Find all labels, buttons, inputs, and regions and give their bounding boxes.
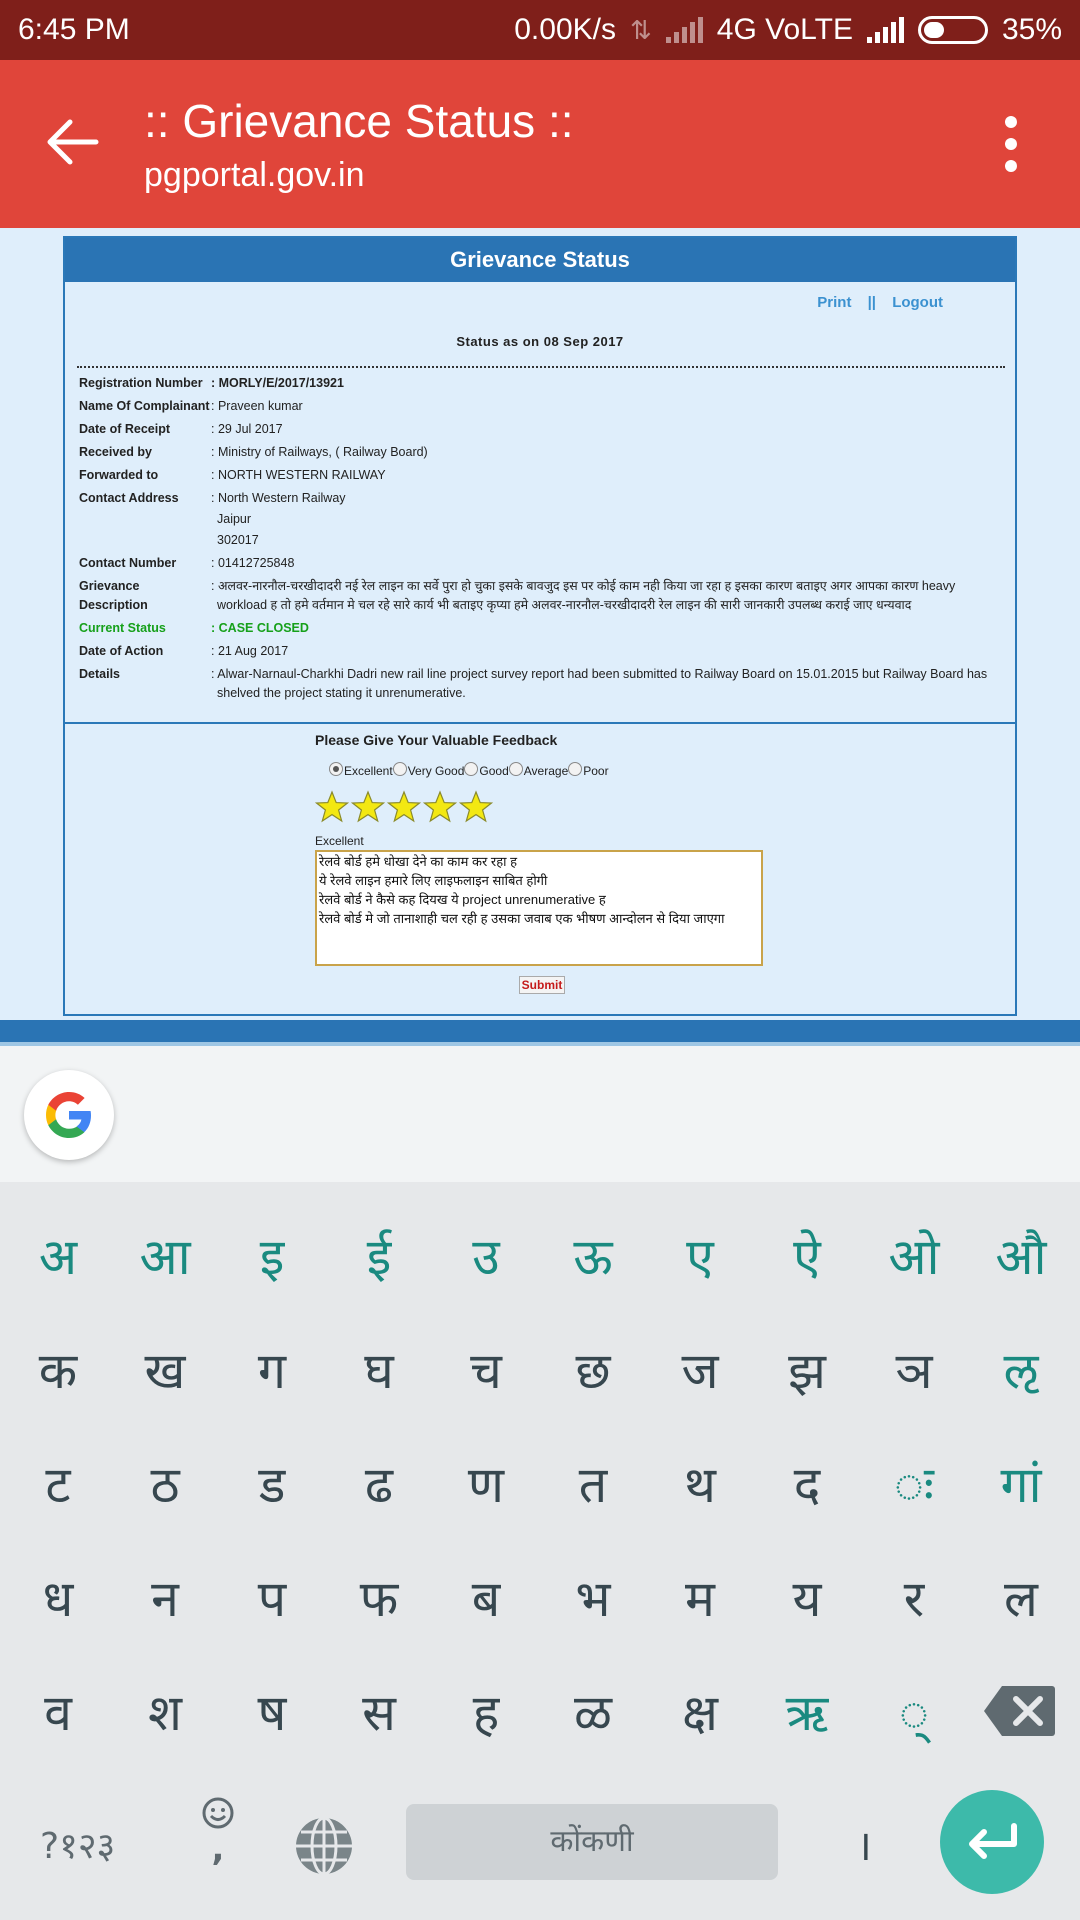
key[interactable]: प [257,1570,287,1628]
address-line: Jaipur [217,512,252,526]
key[interactable]: ए [686,1228,714,1286]
detail-label: Date of Action [79,644,164,658]
key[interactable]: ठ [150,1456,180,1514]
footer-bar [0,1020,1080,1042]
key[interactable]: ब [471,1570,501,1628]
detail-value [211,441,1005,464]
net-speed: 0.00K/s [514,13,616,46]
key[interactable]: झ [788,1342,826,1400]
detail-row [79,487,1005,552]
detail-value-text: : MORLY/E/2017/13921 [211,376,344,390]
textarea-line: रेलवे बोर्ड हमे धोखा देने का काम कर रहा ह [319,854,518,869]
key[interactable]: द [793,1456,821,1514]
detail-row [79,372,1005,395]
network-type: 4G VoLTE [716,13,853,46]
radio-button[interactable] [393,762,407,776]
key[interactable]: उ [472,1228,500,1286]
key[interactable]: च [470,1342,502,1400]
link-separator: || [867,294,877,311]
status-time: 6:45 PM [18,13,130,46]
overflow-menu-icon[interactable] [1000,116,1022,172]
detail-value [211,663,1005,705]
google-search-button[interactable] [24,1070,114,1160]
signal-weak-icon [666,17,703,43]
radio-button[interactable] [329,762,343,776]
print-link[interactable]: Print [817,294,852,311]
star-icon[interactable] [351,790,385,824]
key[interactable]: ऌ [1003,1342,1039,1400]
key[interactable]: ऊ [573,1228,613,1286]
detail-value [211,575,1005,617]
detail-value [211,464,1005,487]
rating-option[interactable] [509,762,568,778]
rating-option[interactable] [464,762,508,778]
star-rating-label: Excellent [315,834,364,848]
rating-options [329,762,815,778]
key[interactable]: घ [364,1342,394,1400]
detail-row [79,395,1005,418]
rating-option[interactable] [568,762,608,778]
signal-strong-icon [867,17,904,43]
address-line: 302017 [217,533,259,547]
textarea-line: रेलवे बोर्ड ने कैसे कह दियख ये project unrenumerative ह [319,892,606,907]
web-content [0,228,1080,1046]
key[interactable]: ढ [364,1456,394,1514]
battery-percent: 35% [1001,13,1062,46]
detail-row [79,663,1005,705]
key[interactable]: क [38,1342,78,1400]
keyboard-row [0,1658,1080,1768]
key[interactable]: आ [139,1228,191,1286]
detail-label: Name Of Complainant [79,399,210,413]
comma-label: , [211,1829,225,1869]
app-bar [0,60,1080,228]
key[interactable]: ग [257,1342,287,1400]
detail-value [211,395,1005,418]
rating-option-label: Poor [583,764,609,778]
key[interactable]: ऐ [793,1228,821,1286]
key[interactable]: स [362,1684,396,1742]
detail-value-text: : Alwar-Narnaul-Charkhi Dadri new rail line project survey report had been submitted to Railway Board on 15.01.2015 but Railway Board has shelved the project stating it unrenumerative. [211,667,988,700]
grievance-card [63,236,1017,1016]
rating-option-label: Average [523,764,569,778]
key[interactable]: भ [575,1570,611,1628]
divider [65,722,1015,724]
radio-button[interactable] [509,762,523,776]
battery-icon [918,16,988,44]
detail-value-text: : NORTH WESTERN RAILWAY [211,468,386,482]
space-bar[interactable]: कोंकणी [406,1804,778,1880]
detail-row [79,441,1005,464]
keyboard-row [0,1202,1080,1312]
key[interactable]: श [148,1684,182,1742]
globe-icon[interactable] [292,1814,356,1878]
feedback-section [315,732,815,994]
emoji-icon [201,1796,235,1830]
key[interactable]: ष [257,1684,287,1742]
detail-value-text: : CASE CLOSED [211,621,309,635]
rating-option-label: Very Good [407,764,465,778]
keyboard-bottom-row [0,1778,1080,1918]
textarea-line: रेलवे बोर्ड मे जो तानाशाही चल रही ह उसका जवाब एक भीषण आन्दोलन से दिया जाएगा [319,911,725,926]
detail-label: Grievance Description [79,579,148,612]
google-logo-icon [41,1087,97,1143]
detail-row [79,418,1005,441]
detail-value-text: : 29 Jul 2017 [211,422,283,436]
divider [77,366,1005,368]
detail-value [211,640,1005,663]
detail-value [211,552,1005,575]
radio-button[interactable] [568,762,582,776]
detail-value-text: : 21 Aug 2017 [211,644,289,658]
detail-value [211,487,1005,552]
detail-value-text: : Praveen kumar [211,399,303,413]
keyboard-row [0,1430,1080,1540]
detail-label: Current Status [79,621,166,635]
key[interactable]: ख [144,1342,186,1400]
detail-row [79,552,1005,575]
page-title: :: Grievance Status :: [144,95,574,147]
detail-row [79,640,1005,663]
enter-button[interactable] [940,1790,1044,1894]
back-arrow-icon[interactable] [44,118,100,166]
key[interactable]: ञ [895,1342,933,1400]
key[interactable]: ड [258,1456,286,1514]
detail-row [79,617,1005,640]
detail-value-text: : North Western Railway [211,491,346,505]
key[interactable]: ऋ [785,1684,829,1742]
detail-label: Contact Number [79,556,177,570]
card-header: Grievance Status [65,238,1015,282]
data-arrows-icon: ⇅ [629,14,652,45]
key[interactable]: छ [575,1342,611,1400]
keyboard-row [0,1544,1080,1654]
detail-value [211,617,1005,640]
feedback-title: Please Give Your Valuable Feedback [315,732,558,748]
key[interactable]: न [151,1570,179,1628]
key[interactable]: इ [259,1228,285,1286]
key[interactable]: अ [38,1228,78,1286]
key[interactable]: म [685,1570,715,1628]
key[interactable]: ण [467,1456,505,1514]
key[interactable]: ह [472,1684,500,1742]
key[interactable]: ळ [574,1684,612,1742]
detail-label: Contact Address [79,491,179,505]
key[interactable]: थ [684,1456,716,1514]
page-url: pgportal.gov.in [144,156,365,194]
detail-label: Registration Number [79,376,203,390]
star-icon[interactable] [315,790,349,824]
feedback-textarea[interactable] [315,850,763,966]
keyboard-toolbar [0,1046,1080,1182]
rating-option-label: Good [479,764,509,778]
star-icon[interactable] [387,790,421,824]
key[interactable]: ई [366,1228,392,1286]
status-bar [0,0,1080,60]
key[interactable]: औ [995,1228,1047,1286]
detail-row [79,464,1005,487]
detail-value [211,418,1005,441]
rating-option[interactable] [329,762,393,778]
keyboard [0,1182,1080,1920]
detail-row [79,575,1005,617]
key[interactable]: ल [1004,1570,1038,1628]
key[interactable]: ध [42,1570,74,1628]
rating-option-label: Excellent [344,764,393,778]
key[interactable]: ् [899,1684,929,1742]
key[interactable]: ओ [888,1228,940,1286]
backspace-icon[interactable] [982,1684,1056,1738]
key[interactable]: ज [681,1342,719,1400]
star-rating[interactable] [315,790,815,824]
key[interactable]: त [578,1456,608,1514]
keyboard-row [0,1316,1080,1426]
detail-label: Forwarded to [79,468,159,482]
status-date: Status as on 08 Sep 2017 [456,334,624,349]
danda-key[interactable]: । [856,1821,872,1870]
submit-button[interactable]: Submit [519,976,565,994]
detail-label: Details [79,667,120,681]
detail-label: Received by [79,445,152,459]
star-icon[interactable] [459,790,493,824]
key[interactable]: ः [894,1456,934,1514]
top-links [811,294,949,311]
key[interactable]: गां [1000,1456,1042,1514]
detail-value-text: : अलवर-नारनौल-चरखीदादरी नई रेल लाइन का सर्वे पुरा हो चुका इसके बावजुद इस पर कोई काम नही किया जा रहा ह इसका कारण बताइए अगर आपका कारण heavy workload ह तो हमे वर्तमान मे चल रहे सारे कार्य भी बताइए कृप्या हमे अलवर-नारनौल-चरखीदादरी रेल लाइन की सारी जानकारी उपलब्ध कराई जाए धन्यवाद [211,579,956,612]
detail-value-text: : Ministry of Railways, ( Railway Board) [211,445,428,459]
logout-link[interactable]: Logout [892,294,943,311]
key[interactable]: फ [359,1570,399,1628]
detail-value-text: : 01412725848 [211,556,295,570]
key[interactable]: य [792,1570,822,1628]
emoji-comma-key[interactable] [198,1796,238,1876]
detail-label: Date of Receipt [79,422,170,436]
detail-value [211,372,1005,395]
textarea-line: ये रेलवे लाइन हमारे लिए लाइफलाइन साबित होगी [319,873,548,888]
radio-button[interactable] [464,762,478,776]
key[interactable]: व [44,1684,72,1742]
key[interactable]: र [903,1570,925,1628]
grievance-details-table [79,372,1005,705]
key[interactable]: ट [45,1456,71,1514]
symbols-key[interactable]: ?१२३ [40,1826,116,1867]
star-icon[interactable] [423,790,457,824]
key[interactable]: क्ष [682,1684,718,1742]
rating-option[interactable] [393,762,465,778]
enter-icon [964,1822,1020,1862]
